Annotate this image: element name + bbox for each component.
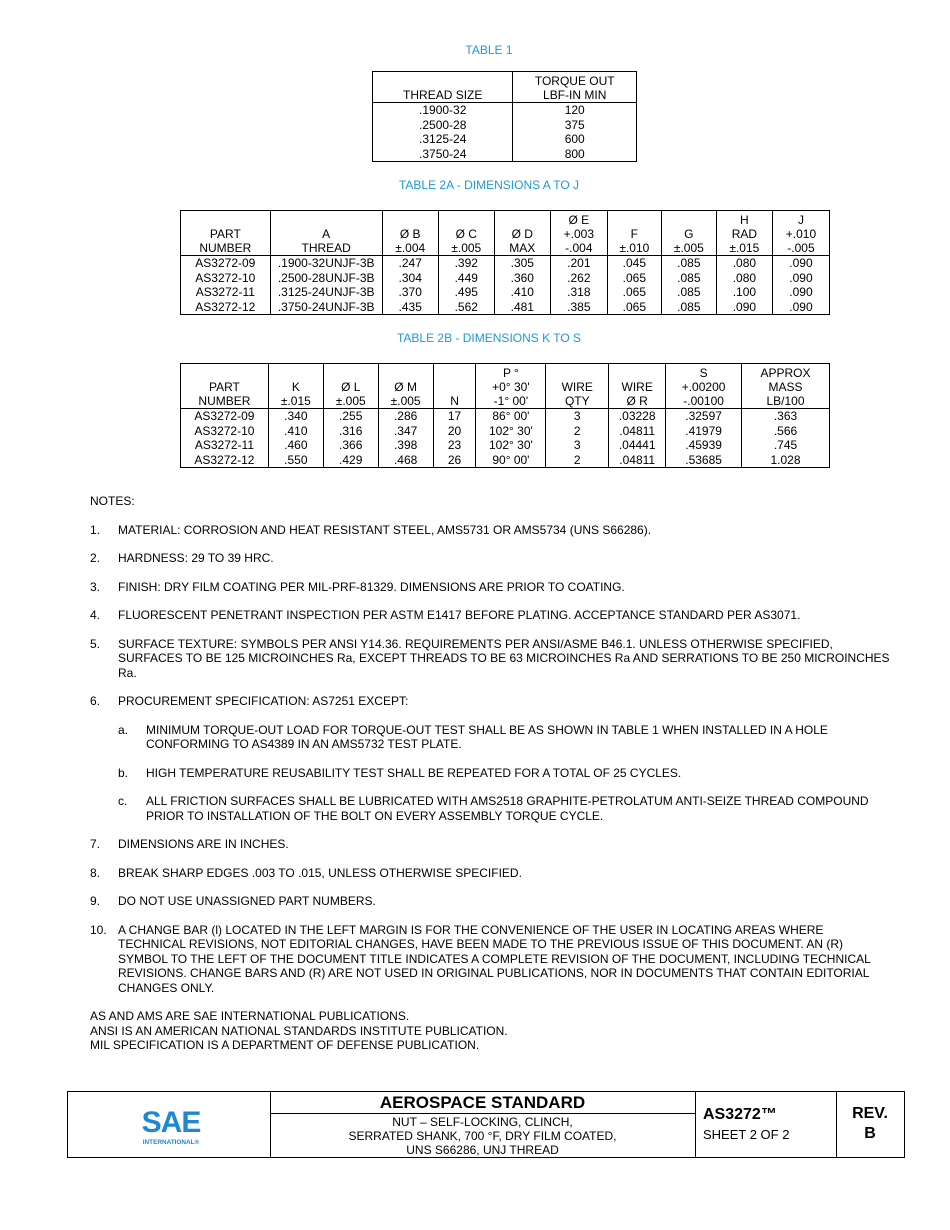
table-cell: .255 bbox=[323, 409, 378, 424]
note-text: PROCUREMENT SPECIFICATION: AS7251 EXCEPT: bbox=[118, 694, 409, 708]
sae-logo-text: SAE bbox=[141, 1106, 201, 1139]
table-cell: AS3272-10 bbox=[181, 271, 271, 286]
table-2b bbox=[180, 363, 830, 468]
table-cell: .03228 bbox=[609, 409, 666, 424]
table-cell: .04811 bbox=[609, 453, 666, 468]
title-block bbox=[67, 1091, 905, 1158]
note-number: 10. bbox=[90, 922, 107, 937]
table-cell: .286 bbox=[378, 409, 433, 424]
note-number: 7. bbox=[90, 837, 101, 851]
table-2a bbox=[180, 210, 830, 315]
column-header bbox=[546, 364, 609, 409]
note-item bbox=[90, 637, 890, 681]
description-line: NUT – SELF-LOCKING, CLINCH, bbox=[392, 1115, 573, 1129]
table-cell: .316 bbox=[323, 424, 378, 439]
table-cell: .562 bbox=[438, 300, 494, 315]
table-cell: .3750-24UNJF-3B bbox=[270, 300, 382, 315]
table2a-caption: TABLE 2A - DIMENSIONS A TO J bbox=[398, 178, 580, 192]
note-number: 4. bbox=[90, 608, 101, 622]
column-header-text: +0° 30' bbox=[492, 380, 530, 394]
column-header-text: Ø D bbox=[511, 227, 533, 241]
column-header-text: ±.004 bbox=[395, 241, 426, 255]
table-cell: .410 bbox=[494, 285, 550, 300]
column-header-text: -.005 bbox=[787, 241, 815, 255]
table-cell: AS3272-09 bbox=[181, 256, 271, 271]
table-cell: .468 bbox=[378, 453, 433, 468]
column-header-text: MAX bbox=[509, 241, 536, 255]
table-cell: AS3272-12 bbox=[181, 453, 269, 468]
table-cell: .085 bbox=[661, 300, 716, 315]
note-number: c. bbox=[118, 794, 128, 808]
column-header-text: PART bbox=[209, 227, 241, 241]
column-header-text: THREAD bbox=[301, 241, 351, 255]
column-header bbox=[661, 211, 716, 256]
column-header-text: MASS bbox=[768, 380, 803, 394]
table-cell: AS3272-11 bbox=[181, 285, 271, 300]
sae-logo-subtext: INTERNATIONAL® bbox=[142, 1139, 200, 1146]
table-cell: .370 bbox=[382, 285, 438, 300]
table-cell: .304 bbox=[382, 271, 438, 286]
table-cell: .363 bbox=[742, 409, 830, 424]
column-header-text: P ° bbox=[502, 366, 519, 380]
logo-cell bbox=[68, 1092, 271, 1157]
table-cell: .085 bbox=[661, 256, 716, 271]
column-header bbox=[607, 211, 661, 256]
table-cell: 2 bbox=[546, 424, 609, 439]
table-cell: .32597 bbox=[666, 409, 742, 424]
note-text: ALL FRICTION SURFACES SHALL BE LUBRICATED WITH AMS2518 GRAPHITE-PETROLATUM ANTI-SEIZE THREAD COMPOUND PRIOR TO INSTALLATION OF THE BOLT ON EVERY ASSEMBLY TORQUE CYCLE. bbox=[146, 794, 869, 823]
description-line: SERRATED SHANK, 700 °F, DRY FILM COATED, bbox=[348, 1129, 617, 1143]
note-number: 3. bbox=[90, 579, 101, 594]
table-cell: 102° 30' bbox=[476, 438, 546, 453]
table-cell: .065 bbox=[607, 285, 661, 300]
column-header-text: NUMBER bbox=[198, 394, 251, 408]
table1-caption: TABLE 1 bbox=[465, 43, 513, 57]
table-cell: 1.028 bbox=[742, 453, 830, 468]
table-cell: .090 bbox=[772, 256, 829, 271]
column-header bbox=[609, 364, 666, 409]
sheet-number: SHEET 2 OF 2 bbox=[703, 1127, 790, 1142]
table-cell: .090 bbox=[772, 285, 829, 300]
column-header-text: K bbox=[291, 380, 300, 394]
note-item bbox=[90, 837, 890, 852]
table-cell: AS3272-12 bbox=[181, 300, 271, 315]
column-header-text: ±.015 bbox=[729, 241, 760, 255]
table-cell: .340 bbox=[268, 409, 323, 424]
column-header bbox=[323, 364, 378, 409]
note-number: a. bbox=[118, 722, 129, 737]
table-1 bbox=[372, 71, 637, 162]
table-cell: .3750-24 bbox=[373, 147, 513, 162]
table-cell: .1900-32 bbox=[373, 103, 513, 118]
table-cell: .566 bbox=[742, 424, 830, 439]
note-sub-item bbox=[90, 766, 890, 781]
column-header-text: N bbox=[450, 394, 459, 408]
column-header bbox=[716, 211, 772, 256]
publication-line: ANSI IS AN AMERICAN NATIONAL STANDARDS INSTITUTE PUBLICATION. bbox=[90, 1023, 508, 1038]
table-cell: 120 bbox=[513, 103, 637, 118]
table-cell: 3 bbox=[546, 438, 609, 453]
note-number: 6. bbox=[90, 694, 101, 708]
table-cell: AS3272-11 bbox=[181, 438, 269, 453]
table-cell: .201 bbox=[550, 256, 607, 271]
table-cell: .745 bbox=[742, 438, 830, 453]
column-header-text: TORQUE OUT bbox=[534, 74, 615, 88]
table-cell: .360 bbox=[494, 271, 550, 286]
column-header-text: A bbox=[322, 227, 331, 241]
column-header bbox=[433, 364, 476, 409]
table-cell: .247 bbox=[382, 256, 438, 271]
column-header-text: +.010 bbox=[785, 227, 817, 241]
table-cell: .366 bbox=[323, 438, 378, 453]
note-number: b. bbox=[118, 765, 129, 780]
note-text: MATERIAL: CORROSION AND HEAT RESISTANT STEEL, AMS5731 OR AMS5734 (UNS S66286). bbox=[118, 522, 652, 537]
table-cell: .45939 bbox=[666, 438, 742, 453]
column-header-text: -.004 bbox=[565, 241, 593, 255]
standard-title: AEROSPACE STANDARD bbox=[270, 1092, 695, 1114]
note-item bbox=[90, 523, 890, 538]
table-cell: .090 bbox=[772, 271, 829, 286]
publication-line: MIL SPECIFICATION IS A DEPARTMENT OF DEFENSE PUBLICATION. bbox=[90, 1038, 480, 1052]
table-cell: .53685 bbox=[666, 453, 742, 468]
table-cell: AS3272-10 bbox=[181, 424, 269, 439]
table-row bbox=[373, 103, 637, 118]
column-header-text: Ø C bbox=[455, 227, 477, 241]
document-number: AS3272™ bbox=[703, 1106, 777, 1123]
table-cell: 800 bbox=[513, 147, 637, 162]
column-header-text: ±.005 bbox=[673, 241, 704, 255]
revision-cell bbox=[836, 1092, 904, 1157]
table-cell: 2 bbox=[546, 453, 609, 468]
table-cell: .080 bbox=[716, 256, 772, 271]
column-header-text: QTY bbox=[564, 394, 590, 408]
note-text: HIGH TEMPERATURE REUSABILITY TEST SHALL BE REPEATED FOR A TOTAL OF 25 CYCLES. bbox=[146, 765, 682, 780]
note-item bbox=[90, 923, 890, 996]
column-header-text: PART bbox=[208, 380, 240, 394]
note-item bbox=[90, 551, 890, 566]
note-sub-item bbox=[90, 723, 890, 752]
column-header-text: S bbox=[699, 366, 708, 380]
table-cell: .449 bbox=[438, 271, 494, 286]
note-text: MINIMUM TORQUE-OUT LOAD FOR TORQUE-OUT TEST SHALL BE AS SHOWN IN TABLE 1 WHEN INSTALLED IN A HOLE CONFORMING TO AS4389 IN AN AMS5732 TEST PLATE. bbox=[146, 722, 828, 751]
table-cell: .085 bbox=[661, 271, 716, 286]
table-cell: .305 bbox=[494, 256, 550, 271]
table-row bbox=[373, 118, 637, 133]
column-header-text: F bbox=[630, 227, 639, 241]
table-cell: 23 bbox=[433, 438, 476, 453]
table-cell: .495 bbox=[438, 285, 494, 300]
table-cell: 17 bbox=[433, 409, 476, 424]
column-header-text: APPROX bbox=[760, 366, 811, 380]
column-header-text: -.00100 bbox=[683, 394, 724, 408]
column-header-text: WIRE bbox=[621, 380, 653, 394]
notes-title: NOTES: bbox=[90, 494, 135, 508]
note-text: FINISH: DRY FILM COATING PER MIL-PRF-81329. DIMENSIONS ARE PRIOR TO COATING. bbox=[118, 579, 625, 594]
column-header-text: ±.005 bbox=[451, 241, 482, 255]
table-row bbox=[181, 438, 830, 453]
table-row bbox=[373, 132, 637, 147]
column-header-text: RAD bbox=[731, 227, 758, 241]
table-cell: 3 bbox=[546, 409, 609, 424]
table-cell: .3125-24 bbox=[373, 132, 513, 147]
table-cell: 90° 00' bbox=[476, 453, 546, 468]
note-number: 9. bbox=[90, 894, 101, 908]
table-cell: .04441 bbox=[609, 438, 666, 453]
table-cell: .080 bbox=[716, 271, 772, 286]
note-text: DIMENSIONS ARE IN INCHES. bbox=[118, 837, 289, 851]
column-header-text: -1° 00' bbox=[493, 394, 529, 408]
table-cell: .065 bbox=[607, 271, 661, 286]
table-cell: .04811 bbox=[609, 424, 666, 439]
table-cell: .347 bbox=[378, 424, 433, 439]
description-line: UNS S66286, UNJ THREAD bbox=[406, 1143, 559, 1157]
column-header-text: WIRE bbox=[561, 380, 593, 394]
table-cell: .045 bbox=[607, 256, 661, 271]
note-sub-item bbox=[90, 794, 890, 823]
column-header-text: THREAD SIZE bbox=[403, 88, 483, 102]
table-cell: .481 bbox=[494, 300, 550, 315]
publication-line: AS AND AMS ARE SAE INTERNATIONAL PUBLICATIONS. bbox=[90, 1009, 410, 1023]
note-text: DO NOT USE UNASSIGNED PART NUMBERS. bbox=[118, 894, 376, 908]
column-header-text: LBF-IN MIN bbox=[543, 88, 607, 102]
column-header-text: LB/100 bbox=[766, 394, 805, 408]
column-header-text: Ø R bbox=[626, 394, 648, 408]
note-number: 5. bbox=[90, 636, 101, 651]
column-header-text: G bbox=[684, 227, 694, 241]
column-header-text: ±.015 bbox=[280, 394, 311, 408]
table-cell: .429 bbox=[323, 453, 378, 468]
note-item bbox=[90, 580, 890, 595]
note-text: HARDNESS: 29 TO 39 HRC. bbox=[118, 551, 274, 565]
table-cell: .460 bbox=[268, 438, 323, 453]
table-cell: 375 bbox=[513, 118, 637, 133]
table-row bbox=[181, 285, 830, 300]
note-item bbox=[90, 694, 890, 709]
table-cell: .065 bbox=[607, 300, 661, 315]
column-header-text: +.00200 bbox=[681, 380, 726, 394]
column-header bbox=[382, 211, 438, 256]
table-row bbox=[181, 256, 830, 271]
table-row bbox=[181, 300, 830, 315]
column-header-text: ±.010 bbox=[619, 241, 650, 255]
column-header bbox=[438, 211, 494, 256]
notes-section bbox=[90, 494, 890, 1053]
table-cell: .41979 bbox=[666, 424, 742, 439]
revision-label: REV. bbox=[852, 1105, 888, 1122]
column-header bbox=[181, 364, 269, 409]
publications bbox=[90, 1009, 890, 1053]
column-header bbox=[742, 364, 830, 409]
column-header-text: ±.005 bbox=[335, 394, 366, 408]
table-cell: 102° 30' bbox=[476, 424, 546, 439]
note-text: BREAK SHARP EDGES .003 TO .015, UNLESS OTHERWISE SPECIFIED. bbox=[118, 865, 522, 880]
column-header bbox=[373, 72, 513, 103]
note-number: 1. bbox=[90, 522, 101, 537]
column-header-text: Ø E bbox=[568, 213, 590, 227]
document-description bbox=[270, 1114, 695, 1157]
table-row bbox=[181, 271, 830, 286]
column-header bbox=[270, 211, 382, 256]
table-cell: .392 bbox=[438, 256, 494, 271]
note-item bbox=[90, 894, 890, 909]
table-cell: 86° 00' bbox=[476, 409, 546, 424]
table-cell: .550 bbox=[268, 453, 323, 468]
note-text: FLUORESCENT PENETRANT INSPECTION PER ASTM E1417 BEFORE PLATING. ACCEPTANCE STANDARD PER AS3071. bbox=[118, 608, 801, 622]
note-item bbox=[90, 866, 890, 881]
column-header-text: NUMBER bbox=[199, 241, 252, 255]
column-header-text: H bbox=[740, 213, 749, 227]
table-cell: .2500-28UNJF-3B bbox=[270, 271, 382, 286]
column-header bbox=[513, 72, 637, 103]
table-cell: .085 bbox=[661, 285, 716, 300]
table-cell: .398 bbox=[378, 438, 433, 453]
document-number-cell bbox=[695, 1092, 837, 1157]
table-cell: .318 bbox=[550, 285, 607, 300]
table-cell: .1900-32UNJF-3B bbox=[270, 256, 382, 271]
column-header bbox=[378, 364, 433, 409]
column-header bbox=[476, 364, 546, 409]
column-header bbox=[494, 211, 550, 256]
title-cell bbox=[270, 1092, 696, 1157]
table-cell: .090 bbox=[772, 300, 829, 315]
column-header bbox=[268, 364, 323, 409]
note-item bbox=[90, 608, 890, 623]
table-cell: .410 bbox=[268, 424, 323, 439]
table-cell: 600 bbox=[513, 132, 637, 147]
column-header bbox=[772, 211, 829, 256]
column-header bbox=[181, 211, 271, 256]
column-header bbox=[550, 211, 607, 256]
note-text: SURFACE TEXTURE: SYMBOLS PER ANSI Y14.36. REQUIREMENTS PER ANSI/ASME B46.1. UNLESS OTHERWISE SPECIFIED, SURFACES TO BE 125 MICROINCHES Ra, EXCEPT THREADS TO BE 63 MICROINCHES Ra AND SERRATIONS TO BE 250 MICROINCHES Ra. bbox=[118, 636, 890, 680]
table-row bbox=[181, 409, 830, 424]
table-row bbox=[181, 424, 830, 439]
column-header-text: ±.005 bbox=[390, 394, 421, 408]
table-cell: .090 bbox=[716, 300, 772, 315]
table-cell: .435 bbox=[382, 300, 438, 315]
revision-value: B bbox=[864, 1125, 876, 1142]
table-cell: .385 bbox=[550, 300, 607, 315]
column-header bbox=[666, 364, 742, 409]
table-cell: .2500-28 bbox=[373, 118, 513, 133]
column-header-text: +.003 bbox=[563, 227, 595, 241]
table-cell: .262 bbox=[550, 271, 607, 286]
note-number: 2. bbox=[90, 551, 101, 565]
note-text: A CHANGE BAR (l) LOCATED IN THE LEFT MARGIN IS FOR THE CONVENIENCE OF THE USER IN LOCATING AREAS WHERE TECHNICAL REVISIONS, NOT EDITORIAL CHANGES, HAVE BEEN MADE TO THE PREVIOUS ISSUE OF THIS DOCUMENT. AN (R) SYMBOL TO THE LEFT OF THE DOCUMENT TITLE INDICATES A COMPLETE REVISION OF THE DOCUMENT, INCLUDING TECHNICAL REVISIONS. CHANGE BARS AND (R) ARE NOT USED IN ORIGINAL PUBLICATIONS, NOR IN DOCUMENTS THAT CONTAIN EDITORIAL CHANGES ONLY. bbox=[118, 922, 871, 995]
table-cell: .100 bbox=[716, 285, 772, 300]
sae-logo bbox=[138, 1102, 204, 1148]
column-header-text: Ø L bbox=[341, 380, 361, 394]
column-header-text: J bbox=[797, 213, 804, 227]
table-cell: .3125-24UNJF-3B bbox=[270, 285, 382, 300]
column-header-text: Ø B bbox=[399, 227, 421, 241]
table-cell: AS3272-09 bbox=[181, 409, 269, 424]
note-number: 8. bbox=[90, 865, 101, 880]
column-header-text: Ø M bbox=[394, 380, 417, 394]
table-row bbox=[373, 147, 637, 162]
table-cell: 20 bbox=[433, 424, 476, 439]
table2b-caption: TABLE 2B - DIMENSIONS K TO S bbox=[396, 331, 582, 345]
table-row bbox=[181, 453, 830, 468]
table-cell: 26 bbox=[433, 453, 476, 468]
